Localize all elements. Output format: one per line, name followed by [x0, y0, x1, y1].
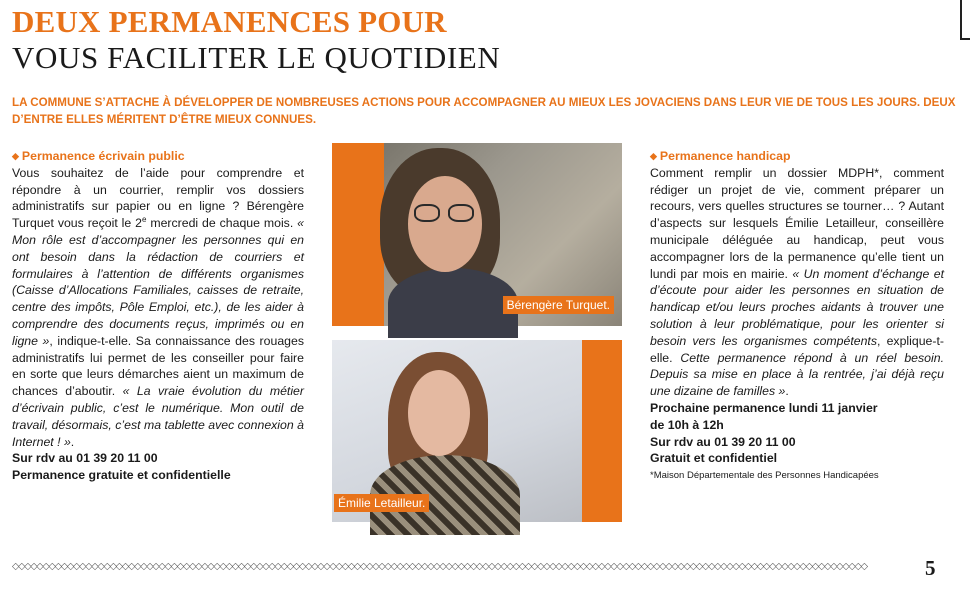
- right-column: [650, 148, 944, 483]
- left-p2: , indique-t-elle. Sa connaissance des rouages administratifs lui permet de les conseiller pour faire en sorte que leurs démarches aient un maximum de chances d’aboutir.: [12, 333, 304, 399]
- page-number: 5: [925, 556, 936, 580]
- left-note: Permanence gratuite et confidentielle: [12, 468, 231, 483]
- intro-text: LA COMMUNE S’ATTACHE À DÉVELOPPER DE NOMBREUSES ACTIONS POUR ACCOMPAGNER AU MIEUX LES JOVACIENS DANS LEUR VIE DE TOUS LES JOURS. DEUX D’ENTRE ELLES MÉRITENT D’ÊTRE MIEUX CONNUES.: [12, 96, 956, 126]
- left-p3: .: [70, 434, 75, 449]
- left-quote-2: « La vraie évolution du métier d’écrivain public, c’est le numérique. Mon outil de travail, désormais, c’est ma tablette avec connexion à Internet ! »: [12, 384, 304, 449]
- right-heading-row: [650, 148, 944, 165]
- left-heading-row: [12, 148, 304, 165]
- left-quote-1: « Mon rôle est d’accompagner les personnes qui en ont besoin dans la rédaction de courriers et formulaires à l’attention de différents organismes (Caisse d’Allocations Familiales, caisses de retraite, centre des impôts, Pôle Emploi, etc.), de les aider à comprendre des documents reçus, imprimés ou en ligne »: [12, 216, 304, 348]
- diamond-chain-divider: ◇◇◇◇◇◇◇◇◇◇◇◇◇◇◇◇◇◇◇◇◇◇◇◇◇◇◇◇◇◇◇◇◇◇◇◇◇◇◇◇◇◇◇◇◇◇◇◇◇◇◇◇◇◇◇◇◇◇◇◇◇◇◇◇◇◇◇◇◇◇◇◇◇◇◇◇◇◇◇◇◇◇◇◇◇◇◇◇◇◇◇◇◇◇◇◇◇◇◇◇◇◇◇◇◇◇◇◇◇◇◇◇◇◇◇◇◇◇◇◇◇◇◇◇◇◇◇◇◇◇◇◇◇◇◇◇◇◇◇◇: [12, 561, 867, 572]
- diamond-bullet-icon: ◆: [650, 151, 657, 161]
- left-body: [12, 165, 304, 451]
- title-line-1: DEUX PERMANENCES POUR: [12, 4, 447, 39]
- page-corner-mark: [960, 0, 970, 40]
- right-next-2: de 10h à 12h: [650, 417, 724, 432]
- diamond-bullet-icon: ◆: [12, 151, 19, 161]
- left-p1-sup: e: [141, 215, 147, 225]
- caption-berengere: Bérengère Turquet.: [503, 296, 614, 314]
- left-heading: Permanence écrivain public: [21, 149, 185, 163]
- caption-emilie: Émilie Letailleur.: [334, 494, 429, 512]
- right-body: [650, 165, 944, 400]
- title-line-2: VOUS FACILITER LE QUOTIDIEN: [12, 40, 501, 75]
- right-p3: .: [785, 384, 789, 399]
- left-contact: Sur rdv au 01 39 20 11 00: [12, 451, 158, 466]
- right-quote-2: Cette permanence répond à un réel besoin. Depuis sa mise en place à la rentrée, j’ai déjà reçu une dizaine de familles »: [650, 350, 944, 399]
- right-note: Gratuit et confidentiel: [650, 451, 778, 466]
- left-p1: Vous souhaitez de l’aide pour comprendre et répondre à un courrier, remplir vos dossiers administratifs sur papier ou en ligne ? Bérengère Turquet vous reçoit le 2: [12, 165, 304, 231]
- left-column: [12, 148, 304, 484]
- photo1-caption-layer: [332, 143, 622, 326]
- right-heading: Permanence handicap: [659, 149, 791, 163]
- right-footnote: *Maison Départementale des Personnes Handicapées: [650, 470, 879, 482]
- right-p2: , explique-t-elle.: [650, 333, 944, 365]
- right-next-1: Prochaine permanence lundi 11 janvier: [650, 400, 878, 415]
- right-contact: Sur rdv au 01 39 20 11 00: [650, 434, 796, 449]
- left-p1b: mercredi de chaque mois.: [146, 216, 298, 231]
- right-p1: Comment remplir un dossier MDPH*, comment rédiger un projet de vie, comment préparer un recours, vers quelles structures se tourner… ? Autant d’aspects sur lesquels Émilie Letailleur, conseillère municipale déléguée au handicap, peut vous accompagner lors de la permanence qu’elle tient un lundi par mois en mairie.: [650, 165, 944, 281]
- right-quote-1: « Un moment d’échange et d’écoute pour aider les personnes en situation de handicap et/ou leurs proches aidants à trouver une solution à leur problématique, pour les orienter si besoin vers les organismes compétents: [650, 266, 944, 348]
- photo2-caption-layer: [332, 340, 622, 522]
